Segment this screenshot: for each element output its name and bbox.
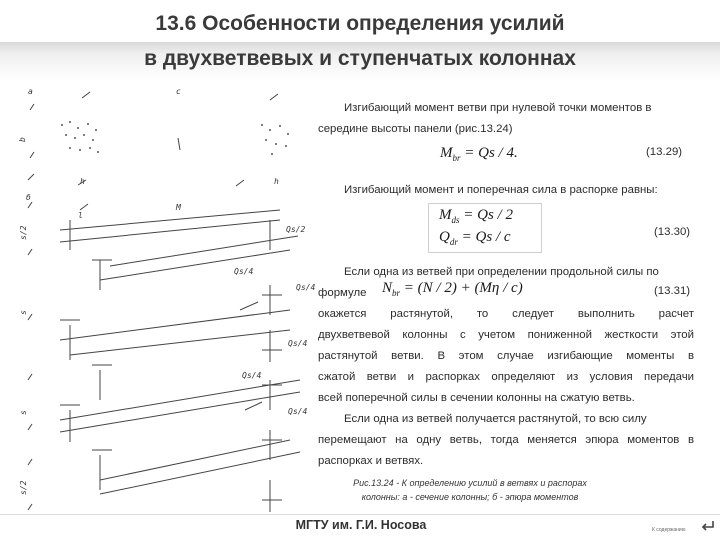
- paragraph-3-line-4: двухветвевой колонны с учетом пониженной жесткости этой: [318, 329, 694, 341]
- figure-label-c: с: [176, 87, 181, 96]
- figure-label-s2: s: [19, 410, 28, 415]
- paragraph-3-formula-word: формуле: [318, 287, 367, 299]
- slide-title-line2: в двухветвевых и ступенчатых колоннах: [144, 47, 576, 70]
- back-to-contents-label[interactable]: К содержанию: [652, 527, 686, 533]
- figure-label-s2-top: s/2: [19, 225, 28, 240]
- formula-13-30: [428, 203, 542, 253]
- paragraph-3-word-3: то: [476, 308, 489, 320]
- formula-13-29-subscript: br: [452, 153, 461, 163]
- paragraph-3-word-2: растянутой,: [390, 308, 453, 320]
- figure-label-qs4-a: Qs/4: [234, 267, 254, 276]
- paragraph-1-line-1: Изгибающий момент ветви при нулевой точки моментов в: [344, 102, 652, 114]
- figure-label-s2-bottom: s/2: [19, 480, 28, 495]
- formula-13-31-rhs: = (N / 2) + (Mη / c): [403, 280, 523, 296]
- formula-13-29-symbol: M: [440, 145, 453, 161]
- slide-title-line1: 13.6 Особенности определения усилий: [155, 12, 565, 35]
- paragraph-3-line-3: [318, 304, 694, 325]
- figure-caption: [320, 476, 620, 504]
- formula-13-30-shear-symbol: Q: [439, 229, 450, 245]
- paragraph-2: Изгибающий момент и поперечная сила в распорке равны:: [344, 184, 658, 196]
- figure-label-b: б: [26, 193, 31, 202]
- column-section-a: [61, 121, 289, 155]
- formula-13-30-moment-symbol: M: [439, 207, 452, 223]
- formula-13-30-shear-rhs: = Qs / c: [461, 229, 511, 245]
- paragraph-3-word-6: расчет: [658, 308, 694, 320]
- footer-institution: МГТУ им. Г.И. Носова: [295, 518, 427, 532]
- formula-13-30-moment-subscript: ds: [451, 215, 460, 225]
- paragraph-3-word-5: выполнить: [577, 308, 635, 320]
- figure-label-h1: h: [80, 177, 85, 186]
- equation-number-13-30: (13.30): [654, 226, 691, 238]
- figure-label-s1: s: [19, 310, 28, 315]
- figure-label-qs4-c: Qs/4: [288, 339, 308, 348]
- paragraph-1-line-2: середине высоты панели (рис.13.24): [318, 123, 513, 135]
- paragraph-3-line-1: Если одна из ветвей при определении продольной силы по: [344, 266, 659, 278]
- figure-label-a: a: [28, 87, 33, 96]
- formula-13-29-rhs: = Qs / 4.: [464, 145, 518, 161]
- figure-caption-line-1: Рис.13.24 - К определению усилий в ветвях и распорах: [353, 478, 587, 488]
- column-figure: [0, 80, 320, 520]
- formula-13-30-shear-subscript: dr: [449, 237, 458, 247]
- paragraph-3-line-7: всей поперечной силы в сечении колонны на сжатую ветвь.: [318, 392, 635, 404]
- formula-13-31: [382, 280, 523, 298]
- figure-label-b-small: b: [18, 137, 27, 142]
- paragraph-4-line-2: перемещают на одну ветвь, тогда меняется эпюра моментов в: [318, 434, 694, 446]
- equation-number-13-31: (13.31): [654, 285, 691, 297]
- formula-13-30-moment-rhs: = Qs / 2: [463, 207, 513, 223]
- formula-13-31-symbol: N: [382, 280, 393, 296]
- formula-13-30-shear: [439, 229, 510, 247]
- figure-label-l: l: [78, 211, 83, 220]
- return-arrow-icon[interactable]: [700, 518, 716, 534]
- paragraph-3-word-4: следует: [512, 308, 554, 320]
- paragraph-4-line-3: распорках и ветвях.: [318, 455, 424, 467]
- formula-13-30-moment: [439, 207, 513, 225]
- equation-number-13-29: (13.29): [646, 146, 683, 158]
- paragraph-3-line-5: растянутой ветви. В этом случае изгибающие моменты в: [318, 350, 694, 362]
- figure-label-qs2: Qs/2: [286, 225, 306, 234]
- paragraph-3-word-1: окажется: [318, 308, 367, 320]
- paragraph-3-line-6: сжатой ветви и распорках определяют из условия передачи: [318, 371, 694, 383]
- figure-caption-line-2: колонны: а - сечение колонны; б - эпюра моментов: [361, 492, 579, 502]
- figure-label-h2: h: [274, 177, 279, 186]
- formula-13-29: [440, 145, 518, 163]
- figure-label-qs4-d: Qs/4: [242, 371, 262, 380]
- figure-label-qs4-e: Qs/4: [288, 407, 308, 416]
- figure-label-M: M: [176, 203, 181, 212]
- paragraph-4-line-1: Если одна из ветвей получается растянутой, то всю силу: [344, 413, 647, 425]
- formula-13-31-subscript: br: [392, 288, 401, 298]
- figure-label-qs4-b: Qs/4: [296, 283, 316, 292]
